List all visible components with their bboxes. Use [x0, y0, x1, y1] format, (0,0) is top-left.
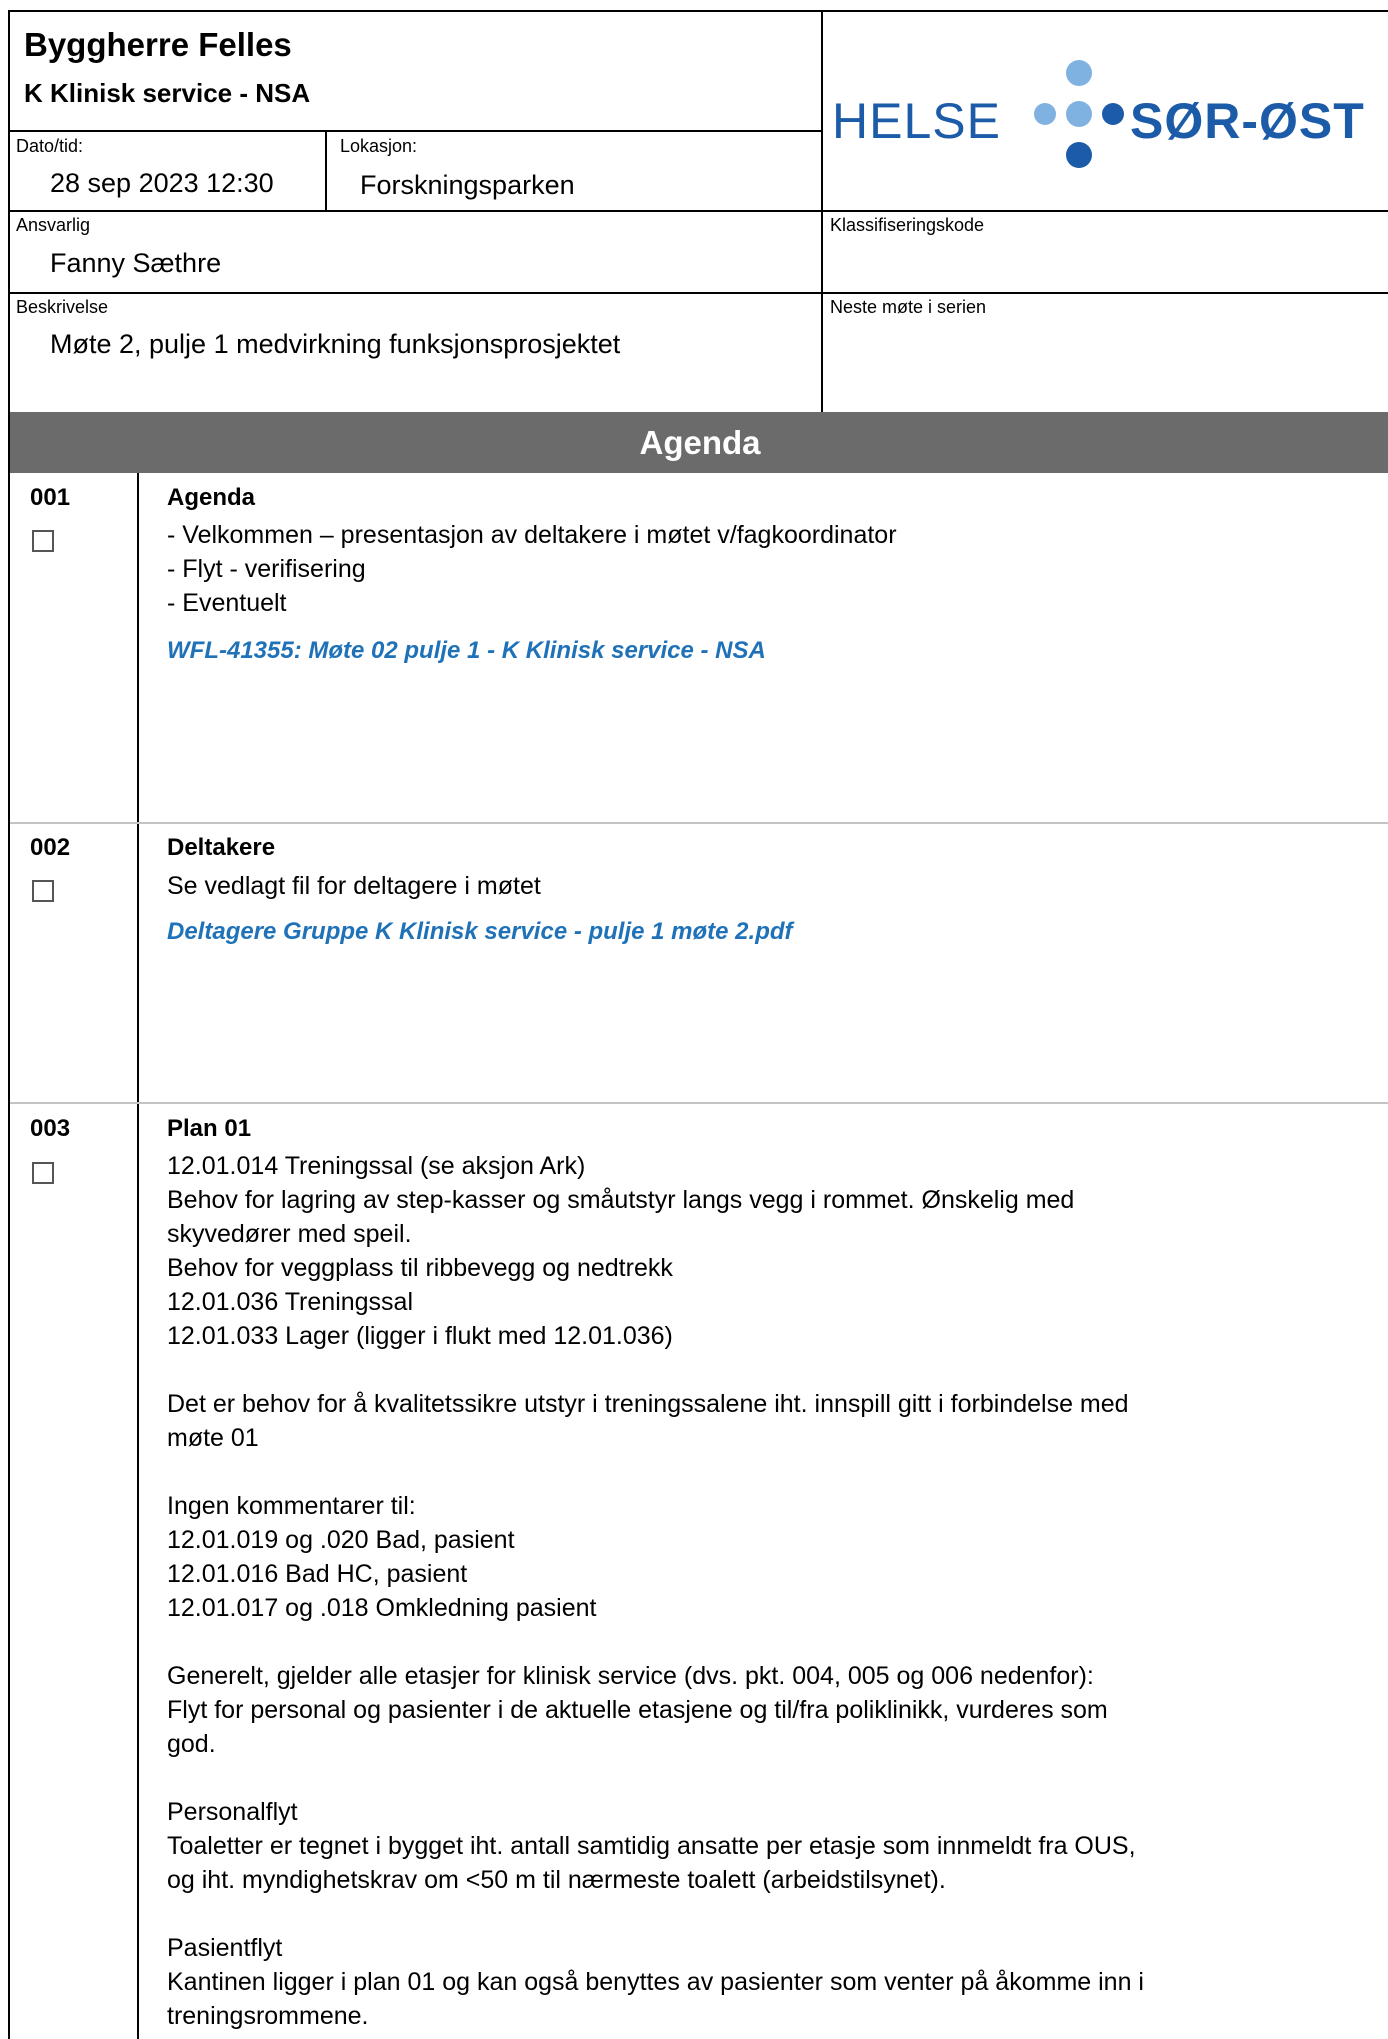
logo-dot-bottom: [1066, 142, 1092, 168]
header-divider: [821, 12, 823, 412]
item-line: skyvedører med speil.: [167, 1220, 412, 1248]
location-label: Lokasjon:: [340, 136, 418, 156]
responsible-value: Fanny Sæthre: [50, 248, 222, 278]
item-line: 12.01.016 Bad HC, pasient: [167, 1560, 468, 1588]
row-divider-1: [10, 210, 1388, 212]
responsible-label: Ansvarlig: [16, 215, 91, 235]
paragraph-gap: [167, 1897, 1367, 1931]
item-line: Ingen kommentarer til:: [167, 1492, 416, 1520]
item-body: [167, 1149, 1367, 2033]
item-line: Generelt, gjelder alle etasjer for klinisk service (dvs. pkt. 004, 005 og 006 nedenfor):: [167, 1662, 1094, 1690]
paragraph-gap: [167, 1353, 1367, 1387]
logo-dot-top: [1066, 60, 1092, 86]
item-line: Pasientflyt: [167, 1934, 283, 1962]
item-line: møte 01: [167, 1424, 259, 1452]
item-line: 12.01.019 og .020 Bad, pasient: [167, 1526, 515, 1554]
item-line: 12.01.017 og .018 Omkledning pasient: [167, 1594, 597, 1622]
next-meeting-label: Neste møte i serien: [830, 297, 987, 317]
paragraph-gap: [167, 1625, 1367, 1659]
item-divider: [10, 1102, 1388, 1104]
item-title: Agenda: [167, 484, 256, 511]
paragraph-gap: [167, 1761, 1367, 1795]
agenda-column-divider: [137, 473, 139, 2039]
logo-dot-left: [1034, 103, 1056, 125]
item-checkbox[interactable]: [32, 530, 54, 552]
meeting-subtitle: K Klinisk service - NSA: [24, 78, 311, 108]
location-value: Forskningsparken: [360, 170, 575, 200]
item-line: Personalflyt: [167, 1798, 298, 1826]
item-line: Se vedlagt fil for deltagere i møtet: [167, 872, 541, 900]
meeting-title: Byggherre Felles: [24, 26, 292, 63]
item-line: - Eventuelt: [167, 589, 287, 617]
item-line: treningsrommene.: [167, 2002, 369, 2030]
item-body: [167, 518, 1367, 620]
date-value: 28 sep 2023 12:30: [50, 168, 274, 198]
item-line: Behov for veggplass til ribbevegg og nedtrekk: [167, 1254, 673, 1282]
item-line: 12.01.036 Treningssal: [167, 1288, 414, 1316]
meeting-sheet: [8, 10, 1388, 2039]
helse-sor-ost-logo: [830, 60, 1388, 190]
item-line: og iht. myndighetskrav om <50 m til nærmeste toalett (arbeidstilsynet).: [167, 1866, 946, 1894]
logo-dot-center: [1066, 101, 1092, 127]
row-divider-2: [10, 292, 1388, 294]
item-line: 12.01.014 Treningssal (se aksjon Ark): [167, 1152, 586, 1180]
item-line: - Flyt - verifisering: [167, 555, 366, 583]
item-attachment-link[interactable]: Deltagere Gruppe K Klinisk service - pulje 1 møte 2.pdf: [167, 918, 793, 945]
item-checkbox[interactable]: [32, 1162, 54, 1184]
item-line: Flyt for personal og pasienter i de aktuelle etasjene og til/fra poliklinikk, vurderes som: [167, 1696, 1108, 1724]
date-location-divider: [325, 130, 327, 210]
agenda-heading-bar: [10, 412, 1388, 473]
description-value: Møte 2, pulje 1 medvirkning funksjonsprosjektet: [50, 329, 621, 359]
item-body: [167, 869, 1367, 903]
date-label: Dato/tid:: [16, 136, 84, 156]
item-title: Deltakere: [167, 834, 276, 861]
description-label: Beskrivelse: [16, 297, 109, 317]
item-line: Det er behov for å kvalitetssikre utstyr i treningssalene iht. innspill gitt i forbindelse med: [167, 1390, 1129, 1418]
item-line: 12.01.033 Lager (ligger i flukt med 12.01.036): [167, 1322, 673, 1350]
paragraph-gap: [167, 1455, 1367, 1489]
item-number: 001: [30, 484, 71, 511]
logo-left-text: HELSE: [832, 93, 1001, 149]
item-line: Kantinen ligger i plan 01 og kan også benyttes av pasienter som venter på åkomme inn i: [167, 1968, 1144, 1996]
item-checkbox[interactable]: [32, 880, 54, 902]
item-title: Plan 01: [167, 1115, 252, 1142]
logo-dot-right: [1102, 103, 1124, 125]
logo-right-text: SØR-ØST: [1130, 93, 1365, 149]
item-attachment-link[interactable]: WFL-41355: Møte 02 pulje 1 - K Klinisk service - NSA: [167, 637, 766, 664]
classification-label: Klassifiseringskode: [830, 215, 985, 235]
item-divider: [10, 822, 1388, 824]
item-line: Toaletter er tegnet i bygget iht. antall samtidig ansatte per etasje som innmeldt fra OUS,: [167, 1832, 1136, 1860]
item-line: - Velkommen – presentasjon av deltakere i møtet v/fagkoordinator: [167, 521, 897, 549]
item-number: 002: [30, 834, 71, 861]
item-line: Behov for lagring av step-kasser og småutstyr langs vegg i rommet. Ønskelig med: [167, 1186, 1075, 1214]
item-number: 003: [30, 1115, 71, 1142]
title-divider: [10, 130, 821, 132]
item-line: god.: [167, 1730, 216, 1758]
agenda-heading: Agenda: [639, 423, 761, 461]
